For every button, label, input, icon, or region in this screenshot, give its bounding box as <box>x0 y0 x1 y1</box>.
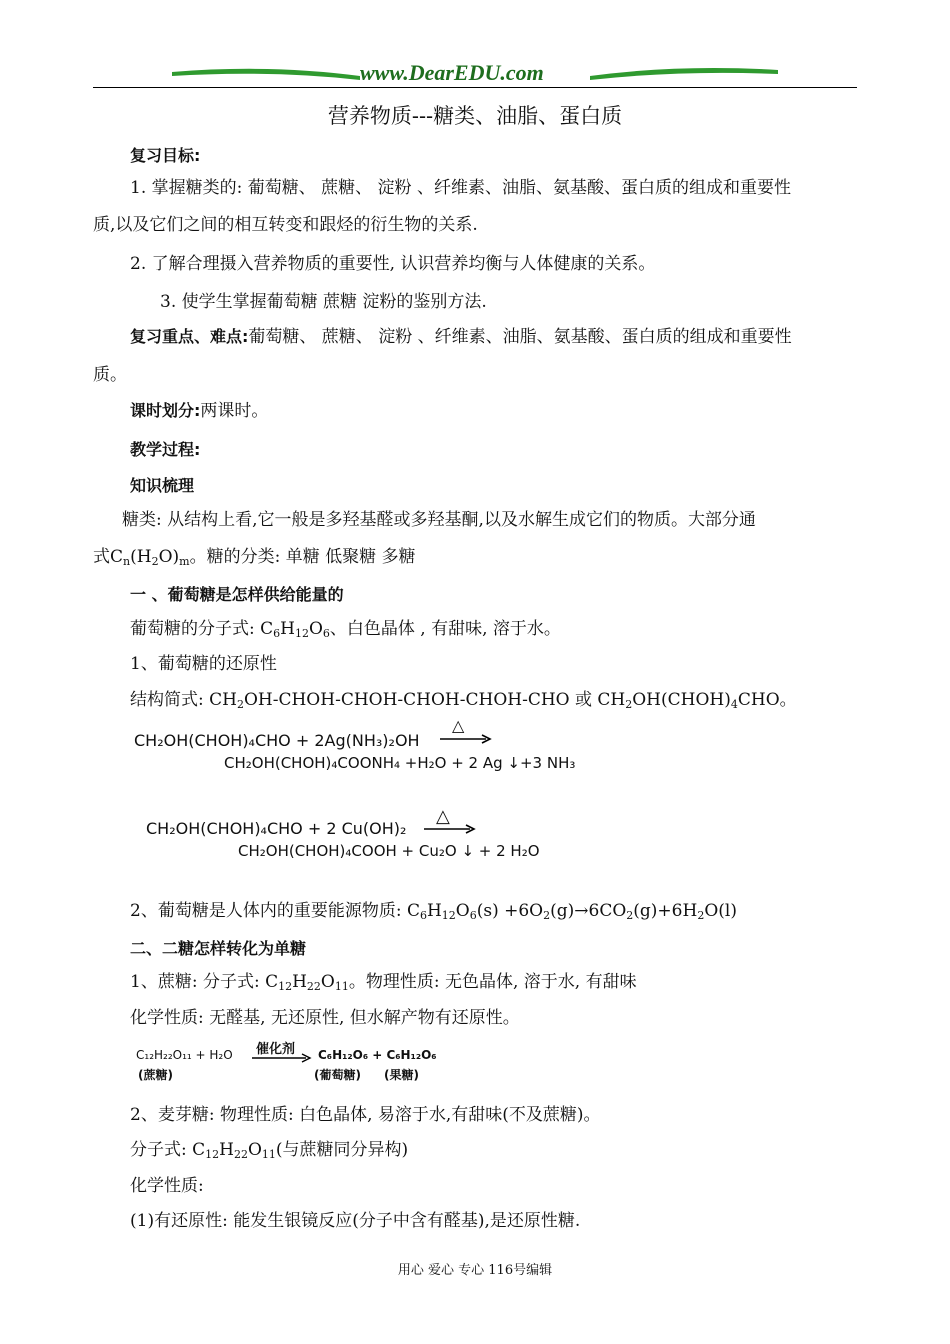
knowledge-heading: 知识梳理 <box>130 476 195 495</box>
eq3-arrow-icon <box>252 1053 312 1063</box>
t: 、白色晶体 , 有甜味, 溶于水。 <box>329 619 561 639</box>
maltose-reduce: (1)有还原性: 能发生银镜反应(分子中含有醛基),是还原性糖. <box>130 1211 581 1231</box>
key-points-cont: 质。 <box>93 365 127 385</box>
key-points-text: 葡萄糖、 蔗糖、 淀粉 、纤维素、油脂、氨基酸、蛋白质的组成和重要性 <box>248 327 792 347</box>
section1-heading: 一 、葡萄糖是怎样供给能量的 <box>130 585 344 604</box>
maltose-line: 2、麦芽糖: 物理性质: 白色晶体, 易溶于水,有甜味(不及蔗糖)。 <box>130 1105 601 1125</box>
page-footer: 用心 爱心 专心 116号编辑 <box>397 1263 553 1278</box>
t: O <box>247 1140 262 1160</box>
t: n <box>123 555 131 568</box>
goal-1b: 质,以及它们之间的相互转变和跟烃的衍生物的关系. <box>93 215 478 235</box>
eq1-delta-icon: △ <box>452 716 465 735</box>
t: 1、蔗糖: 分子式: C <box>130 972 279 992</box>
glucose-structure <box>130 689 797 716</box>
goal-3: 3. 使学生掌握葡萄糖 蔗糖 淀粉的鉴别方法. <box>160 292 487 312</box>
goal-1a: 1. 掌握糖类的: 葡萄糖、 蔗糖、 淀粉 、纤维素、油脂、氨基酸、蛋白质的组成和重要性 <box>130 178 791 198</box>
sucrose-chem: 化学性质: 无醛基, 无还原性, 但水解产物有还原性。 <box>130 1008 520 1028</box>
t: 2 <box>543 909 551 922</box>
sugar-def-line1: 糖类: 从结构上看,它一般是多羟基醛或多羟基酮,以及水解生成它们的物质。大部分通 <box>122 510 756 530</box>
t: 12 <box>278 980 293 993</box>
t: 4 <box>730 698 738 711</box>
eq2-left: CH₂OH(CHOH)₄CHO + 2 Cu(OH)₂ <box>146 819 407 838</box>
section1-sub1: 1、葡萄糖的还原性 <box>130 654 277 674</box>
eq3-right: C₆H₁₂O₆ + C₆H₁₂O₆ <box>318 1048 437 1062</box>
page-title: 营养物质---糖类、油脂、蛋白质 <box>327 104 623 128</box>
glucose-energy <box>130 900 737 927</box>
t: 。糖的分类: 单糖 低聚糖 多糖 <box>189 547 416 567</box>
t: 22 <box>306 980 321 993</box>
sucrose-line <box>130 971 637 998</box>
maltose-chem: 化学性质: <box>130 1176 204 1196</box>
t: 葡萄糖的分子式: C <box>130 619 274 639</box>
eq3-label-sucrose: (蔗糖) <box>138 1068 173 1082</box>
t: 6 <box>322 627 330 640</box>
t: 11 <box>261 1148 276 1161</box>
t: O(l) <box>704 901 737 921</box>
t: 结构简式: CH <box>130 690 237 710</box>
t: O <box>455 901 470 921</box>
t: m <box>179 555 190 568</box>
goals-heading: 复习目标: <box>130 146 201 165</box>
t: 22 <box>233 1148 248 1161</box>
t: 2 <box>625 698 633 711</box>
t: O) <box>158 547 180 567</box>
eq1-left: CH₂OH(CHOH)₄CHO + 2Ag(NH₃)₂OH <box>134 731 420 750</box>
eq3-left: C₁₂H₂₂O₁₁ + H₂O <box>136 1048 233 1062</box>
t: 2 <box>697 909 705 922</box>
t: OH(CHOH) <box>632 690 731 710</box>
t: 2 <box>626 909 634 922</box>
eq1-arrow-icon <box>440 734 492 744</box>
logo-text: www.DearEDU.com <box>360 60 544 85</box>
header-rule <box>93 87 857 88</box>
eq3-catalyst: 催化剂 <box>256 1042 296 1057</box>
t: 12 <box>205 1148 220 1161</box>
section2-heading: 二、二糖怎样转化为单糖 <box>130 939 307 958</box>
key-points-label: 复习重点、难点: <box>130 327 249 346</box>
t: (g)→6CO <box>550 901 627 921</box>
eq2-delta-icon: △ <box>436 806 450 827</box>
goal-2: 2. 了解合理摄入营养物质的重要性, 认识营养均衡与人体健康的关系。 <box>130 254 656 274</box>
key-points <box>130 326 792 348</box>
t: 2、葡萄糖是人体内的重要能源物质: C <box>130 901 420 921</box>
t: H <box>219 1140 234 1160</box>
t: 6 <box>469 909 477 922</box>
hours-label: 课时划分: <box>130 401 201 420</box>
t: 11 <box>334 980 349 993</box>
eq3-label-glucose: (葡萄糖) <box>314 1068 361 1082</box>
t: (g)+6H <box>633 901 698 921</box>
t: 6 <box>419 909 427 922</box>
t: 式C <box>93 547 124 567</box>
t: (与蔗糖同分异构) <box>275 1140 409 1160</box>
t: (s) +6O <box>476 901 544 921</box>
t: O <box>308 619 323 639</box>
t: H <box>280 619 295 639</box>
t: 12 <box>441 909 456 922</box>
t: CHO。 <box>737 690 797 710</box>
t: H <box>292 972 307 992</box>
eq1-right: CH₂OH(CHOH)₄COONH₄ +H₂O + 2 Ag ↓+3 NH₃ <box>224 754 576 772</box>
t: 分子式: C <box>130 1140 206 1160</box>
sugar-def-line2 <box>93 546 416 573</box>
t: 2 <box>151 555 159 568</box>
t: 12 <box>294 627 309 640</box>
t: H <box>426 901 442 921</box>
t: OH-CHOH-CHOH-CHOH-CHOH-CHO 或 CH <box>243 690 626 710</box>
eq2-arrow-icon <box>424 824 476 834</box>
t: O <box>320 972 335 992</box>
maltose-formula <box>130 1139 408 1166</box>
t: (H <box>130 547 152 567</box>
eq2-right: CH₂OH(CHOH)₄COOH + Cu₂O ↓ + 2 H₂O <box>238 842 540 860</box>
t: 。物理性质: 无色晶体, 溶于水, 有甜味 <box>348 972 637 992</box>
t: 2 <box>236 698 244 711</box>
hours-text: 两课时。 <box>200 401 269 421</box>
eq3-label-fructose: (果糖) <box>384 1068 419 1082</box>
process-heading: 教学过程: <box>130 440 201 459</box>
t: 6 <box>273 627 281 640</box>
glucose-formula <box>130 618 561 645</box>
header-logo <box>170 60 780 86</box>
hours <box>130 400 268 422</box>
